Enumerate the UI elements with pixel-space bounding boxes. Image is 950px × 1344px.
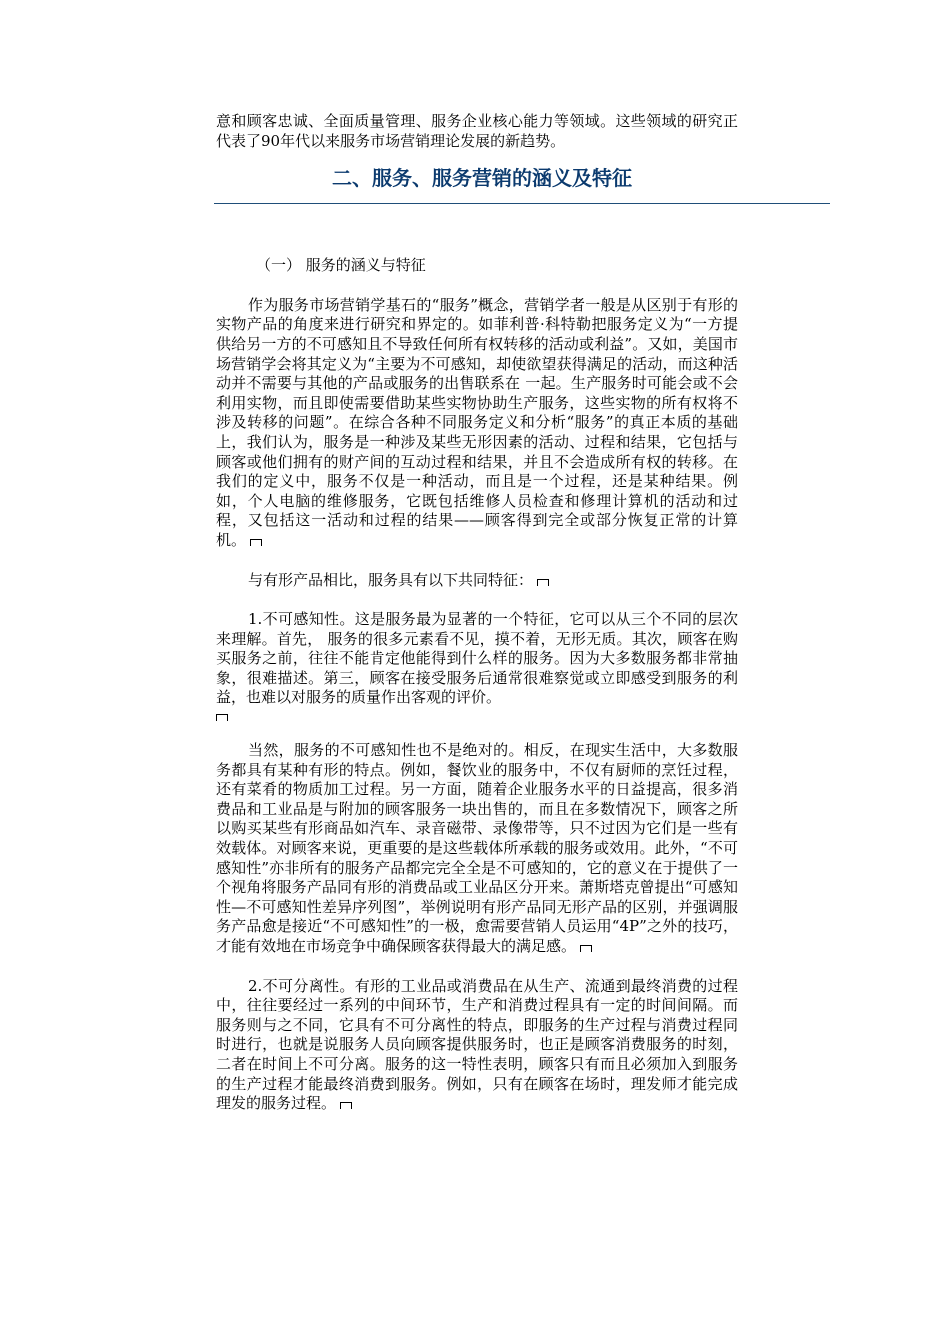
- paragraph-features-intro: [216, 571, 738, 591]
- document-page: [216, 112, 738, 1114]
- paragraph-text: 1.不可感知性。这是服务最为显著的一个特征，它可以从三个不同的层次来理解。首先， 服务的很多元素看不见，摸不着，无形无质。其次，顾客在购买服务之前，往往不能肯定他能得到什么样的服务。因为大多数服务都非常抽象，很难描述。第三，顾客在接受服务后通常很难察觉或立即感受到服务的利益，也难以对服务的质量作出客观的评价。: [216, 610, 738, 707]
- section-heading: 二、服务、服务营销的涵义及特征: [332, 166, 632, 191]
- paragraph-intangibility-relative: [216, 741, 738, 957]
- heading-divider: [214, 203, 830, 204]
- paragraph-mark-icon: [580, 945, 592, 952]
- spacer: [216, 551, 738, 571]
- spacer: [216, 957, 738, 977]
- paragraph-mark-icon: [250, 539, 262, 546]
- paragraph-text: 作为服务市场营销学基石的“服务”概念，营销学者一般是从区别于有形的实物产品的角度来进行研究和界定的。如菲利普·科特勒把服务定义为“一方提供给另一方的不可感知且不导致任何所有权转移的活动或利益”。又如，美国市场营销学会将其定义为“主要为不可感知，却使欲望获得满足的活动，而这种活动并不需要与其他的产品或服务的出售联系在 一起。生产服务时可能会或不会利用实物，而且即使需要借助某些实物协助生产服务，这些实物的所有权将不涉及转移的问题”。在综合各种不同服务定义和分析“服务”的真正本质的基础上，我们认为，服务是一种涉及某些无形因素的活动、过程和结果，它包括与顾客或他们拥有的财产间的互动过程和结果，并且不会造成所有权的转移。在我们的定义中，服务不仅是一种活动，而且是一个过程，还是某种结果。例如，个人电脑的维修服务，它既包括维修人员检查和修理计算机的活动和过程，又包括这一活动和过程的结果——顾客得到完全或部分恢复正常的计算机。: [216, 295, 738, 549]
- spacer: [216, 721, 738, 741]
- intro-paragraph: 意和顾客忠诚、全面质量管理、服务企业核心能力等领域。这些领域的研究正代表了90年代以来服务市场营销理论发展的新趋势。: [216, 112, 738, 150]
- subheading: （一） 服务的涵义与特征: [256, 256, 426, 275]
- paragraph-mark-icon: [216, 714, 228, 721]
- paragraph-text: 当然，服务的不可感知性也不是绝对的。相反，在现实生活中，大多数服务都具有某种有形的特点。例如，餐饮业的服务中，不仅有厨师的烹饪过程，还有菜肴的物质加工过程。另一方面，随着企业服务水平的日益提高，很多消费品和工业品是与附加的顾客服务一块出售的，而且在多数情况下，顾客之所以购买某些有形商品如汽车、录音磁带、录像带等，只不过因为它们是一些有效载体。对顾客来说，更重要的是这些载体所承载的服务或效用。此外，“不可感知性”亦非所有的服务产品都完完全全是不可感知的，它的意义在于提供了一个视角将服务产品同有形的消费品或工业品区分开来。萧斯塔克曾提出“可感知性—不可感知性差异序列图”，举例说明有形产品同无形产品的区别，并强调服务产品愈是接近“不可感知性”的一极，愈需要营销人员运用“4P”之外的技巧，才能有效地在市场竞争中确保顾客获得最大的满足感。: [216, 741, 738, 955]
- spacer: [216, 590, 738, 610]
- paragraph-inseparability: [216, 977, 738, 1114]
- paragraph-intangibility: [216, 610, 738, 708]
- paragraph-service-definition: [216, 296, 738, 551]
- paragraph-text: 与有形产品相比，服务具有以下共同特征：: [248, 570, 534, 589]
- paragraph-mark-icon: [537, 579, 549, 586]
- paragraph-text: 2.不可分离性。有形的工业品或消费品在从生产、流通到最终消费的过程中，往往要经过一系列的中间环节，生产和消费过程具有一定的时间间隔。而服务则与之不同，它具有不可分离性的特点，即服务的生产过程与消费过程同时进行，也就是说服务人员向顾客提供服务时，也正是顾客消费服务的时刻，二者在时间上不可分离。服务的这一特性表明，顾客只有而且必须加入到服务的生产过程才能最终消费到服务。例如，只有在顾客在场时，理发师才能完成理发的服务过程。: [216, 976, 738, 1113]
- paragraph-mark-icon: [340, 1102, 352, 1109]
